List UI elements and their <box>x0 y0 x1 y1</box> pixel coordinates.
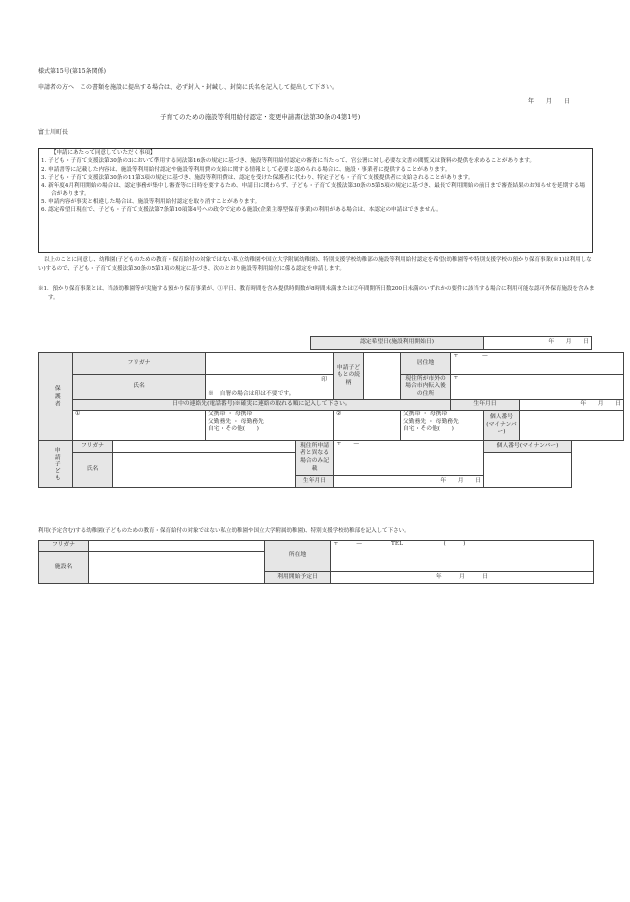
notice-heading: 【申請にあたって同意していただく事項】 <box>51 150 156 156</box>
contact-2-option-c: 自宅・その他( ) <box>403 426 454 433</box>
seal-note: ※ 自署の場合は印は不要です。 <box>208 391 295 398</box>
facility-name-field[interactable] <box>89 552 265 584</box>
postal-mark-3: 〒 <box>336 441 342 447</box>
address-field[interactable] <box>451 353 624 375</box>
contact-1-option-a: 父携帯 ・ 母携帯 <box>208 411 253 417</box>
address-label: 居住地 <box>401 353 451 375</box>
child-birthdate-field[interactable]: 年 月 日 <box>334 476 484 488</box>
facility-table <box>38 540 594 584</box>
contact-2-option-a: 父携帯 ・ 母携帯 <box>403 411 448 417</box>
relation-label: 申請子どもとの続柄 <box>334 353 364 400</box>
contact-2-number: ② <box>336 411 342 417</box>
child-birthdate-label: 生年月日 <box>296 476 334 488</box>
agreement-text: 以上のことに同意し、幼稚園(子どものための教育・保育給付の対象ではない私立幼稚園や国立大学附属幼稚園)、特別支援学校幼稚部の施設等利用給付認定を希望(幼稚園等や特別支援学校の預かり保育事業(※1)は利用しない)するので、子ども・子育て支援法第30条の5第1項の規定に基づき、次のとおり施設等利用給付に係る認定を申請します。 <box>38 257 592 272</box>
child-label: 申請子ども <box>39 441 73 488</box>
date-line: 年 月 日 <box>528 98 571 105</box>
facility-name-label: 施設名 <box>39 552 89 584</box>
outside-city-address-field[interactable] <box>451 375 624 400</box>
outside-city-address-label: 現住所が市外の場合市内転入後の住所 <box>401 375 451 400</box>
child-name-field[interactable] <box>113 453 296 488</box>
child-my-number-field[interactable] <box>484 453 572 488</box>
submitter-instruction: 申請者の方へ この書類を施設に提出する場合は、必ず封入・封緘し、封筒に氏名を記入して提出して下さい。 <box>38 84 339 91</box>
facility-location-field[interactable]: 〒 — TEL ( ) <box>331 541 594 572</box>
desired-date-label: 認定希望日(施設利用開始日) <box>311 337 484 350</box>
child-furigana-label: フリガナ <box>73 441 113 453</box>
desired-date-table <box>310 336 592 350</box>
notice-item: 6. 認定希望日現在で、子ども・子育て支援法第7条第10項第4号への政令で定める施設(企業主導型保育事業)の利用がある場合は、本認定の申請はできません。 <box>41 207 442 214</box>
guardian-my-number-label: 個人番号(マイナンバー) <box>484 411 520 441</box>
child-address-note: 現住所申請者と異なる場合のみ記載 <box>296 441 334 476</box>
form-number: 様式第15号(第15条関係) <box>38 68 106 75</box>
applicant-table <box>38 352 624 488</box>
facility-instruction: 利用(予定含む)する幼稚園(子どものための教育・保育給付の対象ではない私立幼稚園や国立大学附属幼稚園)、特別支援学校幼稚部を記入して下さい。 <box>38 528 410 534</box>
start-date-label: 利用開始予定日 <box>265 572 331 584</box>
notice-item: 1. 子ども・子育て支援法第30条の3において準用する同法第16条の規定に基づき、施設等利用給付認定の審査に当たって、官公署に対し必要な文書の閲覧又は資料の提供を求めることがあります。 <box>41 158 536 165</box>
facility-location-label: 所在地 <box>265 541 331 572</box>
postal-mark: 〒 <box>453 353 459 359</box>
contact-1-option-b: 父勤務先 ・ 母勤務先 <box>208 418 264 425</box>
contact-1-option-c: 自宅・その他( ) <box>208 426 259 433</box>
facility-furigana-field[interactable] <box>89 541 265 552</box>
desired-date-field[interactable]: 年 月 日 <box>484 337 592 350</box>
guardian-my-number-field[interactable] <box>520 411 624 441</box>
seal-mark: 印 <box>321 377 327 383</box>
contact-2-type[interactable] <box>401 411 484 441</box>
relation-field[interactable] <box>364 353 401 400</box>
child-furigana-field[interactable] <box>113 441 296 453</box>
guardian-name-field[interactable] <box>206 375 334 400</box>
contact-2-field[interactable] <box>334 411 401 441</box>
contact-label: 日中の連絡先(電話番号)※確実に連絡の取れる順に記入して下さい。 <box>73 400 451 411</box>
guardian-birthdate-label: 生年月日 <box>451 400 520 411</box>
facility-furigana-label: フリガナ <box>39 541 89 552</box>
notice-item: 3. 子ども・子育て支援法第30条の11第3項の規定に基づき、施設等利用費は、認定を受けた保護者に代わり、特定子ども・子育て支援提供者に支給されることがあります。 <box>41 174 474 181</box>
notice-item: 5. 申請内容が事実と相違した場合は、施設等利用給付認定を取り消すことがあります。 <box>41 198 261 205</box>
postal-mark-2: 〒 <box>453 375 459 381</box>
contact-1-type[interactable] <box>206 411 334 441</box>
notice-list <box>41 157 590 214</box>
page-title: 子育てのための施設等利用給付認定・変更申請書(法第30条の4第1号) <box>160 113 361 121</box>
guardian-birthdate-field[interactable]: 年 月 日 <box>520 400 624 411</box>
child-my-number-label: 個人番号(マイナンバー) <box>484 441 572 453</box>
start-date-field[interactable]: 年 月 日 <box>331 572 594 584</box>
postal-dash: — <box>482 353 488 359</box>
guardian-name-label: 氏名 <box>73 375 206 400</box>
contact-2-option-b: 父勤務先 ・ 母勤務先 <box>403 418 459 425</box>
contact-1-number: ① <box>75 411 81 417</box>
guardian-label: 保護者 <box>39 353 73 441</box>
contact-1-field[interactable] <box>73 411 206 441</box>
addressee: 富士川町長 <box>38 129 69 136</box>
child-address-field[interactable] <box>334 441 484 476</box>
consent-notice-box <box>38 148 593 253</box>
guardian-furigana-field[interactable] <box>206 353 334 375</box>
footnote-1: ※1．預かり保育事業とは、当該幼稚園等が実施する預かり保育事業が、①平日、教育時間を含み提供時間数が8時間未満または②年間開所日数200日未満のいずれかの要件に該当する場合に利用可能な認可外保育施設を含みます。 <box>38 286 595 301</box>
child-name-label: 氏名 <box>73 453 113 488</box>
notice-item: 2. 申請書等に記載した内容は、施設等利用給付認定や施設等利用費の支給に関する情報として必要と認められる場合に、施設・事業者に提供することがあります。 <box>41 166 451 173</box>
notice-item: 4. 新年度4月利用開始の場合は、認定事務が集中し審査等に日時を要するため、申請日に関わらず、子ども・子育て支援法第30条の5第5項の規定に基づき、最長で利用開始の前日まで審査結果のお知らせを延期する場合があります。 <box>41 182 586 197</box>
guardian-furigana-label: フリガナ <box>73 353 206 375</box>
postal-dash-3: — <box>353 441 360 447</box>
